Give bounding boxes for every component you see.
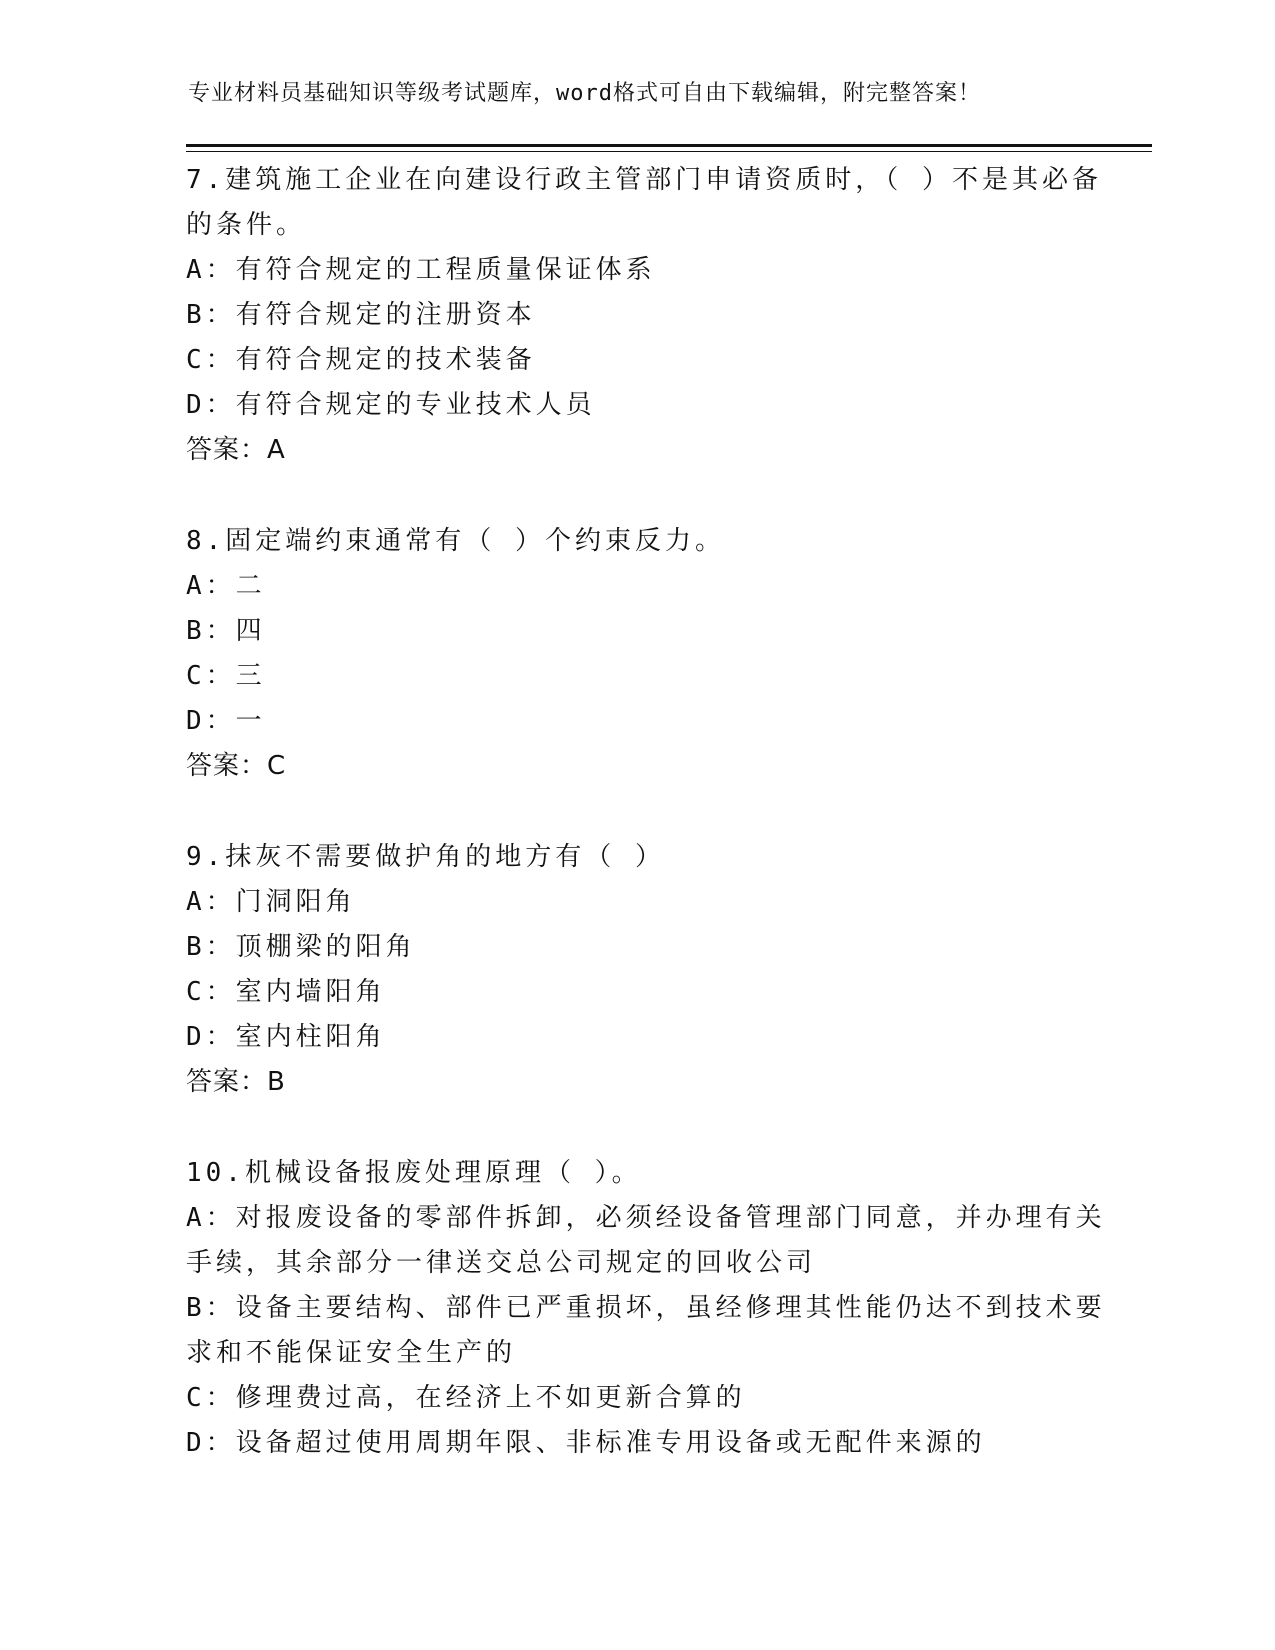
page-header: 专业材料员基础知识等级考试题库，word格式可自由下载编辑，附完整答案！ — [188, 81, 981, 106]
option-a: A：二 — [186, 571, 266, 601]
option-b: B：顶棚梁的阳角 — [186, 932, 416, 962]
question-8 — [186, 519, 1066, 789]
answer: 答案：A — [186, 435, 286, 465]
answer: 答案：B — [186, 1067, 286, 1097]
question-7 — [186, 158, 1102, 473]
option-d: D：一 — [186, 706, 266, 736]
option-b-continued: 求和不能保证安全生产的 — [186, 1338, 517, 1368]
header-rule — [186, 144, 1152, 147]
option-b: B：四 — [186, 616, 266, 646]
question-10 — [186, 1151, 1106, 1466]
option-d: D：室内柱阳角 — [186, 1022, 386, 1052]
question-stem: 8.固定端约束通常有（ ）个约束反力。 — [186, 526, 725, 556]
question-list — [186, 158, 1106, 1512]
option-a: A：门洞阳角 — [186, 887, 356, 917]
question-9 — [186, 835, 1066, 1105]
option-c: C：三 — [186, 661, 266, 691]
option-b: B：设备主要结构、部件已严重损坏，虽经修理其性能仍达不到技术要 — [186, 1293, 1106, 1323]
option-c: C：修理费过高，在经济上不如更新合算的 — [186, 1383, 746, 1413]
option-a: A：有符合规定的工程质量保证体系 — [186, 255, 656, 285]
question-stem: 7.建筑施工企业在向建设行政主管部门申请资质时，（ ）不是其必备 — [186, 165, 1102, 195]
question-stem: 的条件。 — [186, 210, 307, 240]
option-a-continued: 手续，其余部分一律送交总公司规定的回收公司 — [186, 1248, 817, 1278]
option-a: A：对报废设备的零部件拆卸，必须经设备管理部门同意，并办理有关 — [186, 1203, 1106, 1233]
option-c: C：有符合规定的技术装备 — [186, 345, 536, 375]
answer: 答案：C — [186, 751, 287, 781]
option-d: D：有符合规定的专业技术人员 — [186, 390, 596, 420]
question-stem: 10.机械设备报废处理原理（ ）。 — [186, 1158, 642, 1188]
header-rule-thin — [186, 151, 1152, 152]
option-c: C：室内墙阳角 — [186, 977, 386, 1007]
question-stem: 9.抹灰不需要做护角的地方有（ ） — [186, 842, 665, 872]
option-d: D：设备超过使用周期年限、非标准专用设备或无配件来源的 — [186, 1428, 986, 1458]
option-b: B：有符合规定的注册资本 — [186, 300, 536, 330]
